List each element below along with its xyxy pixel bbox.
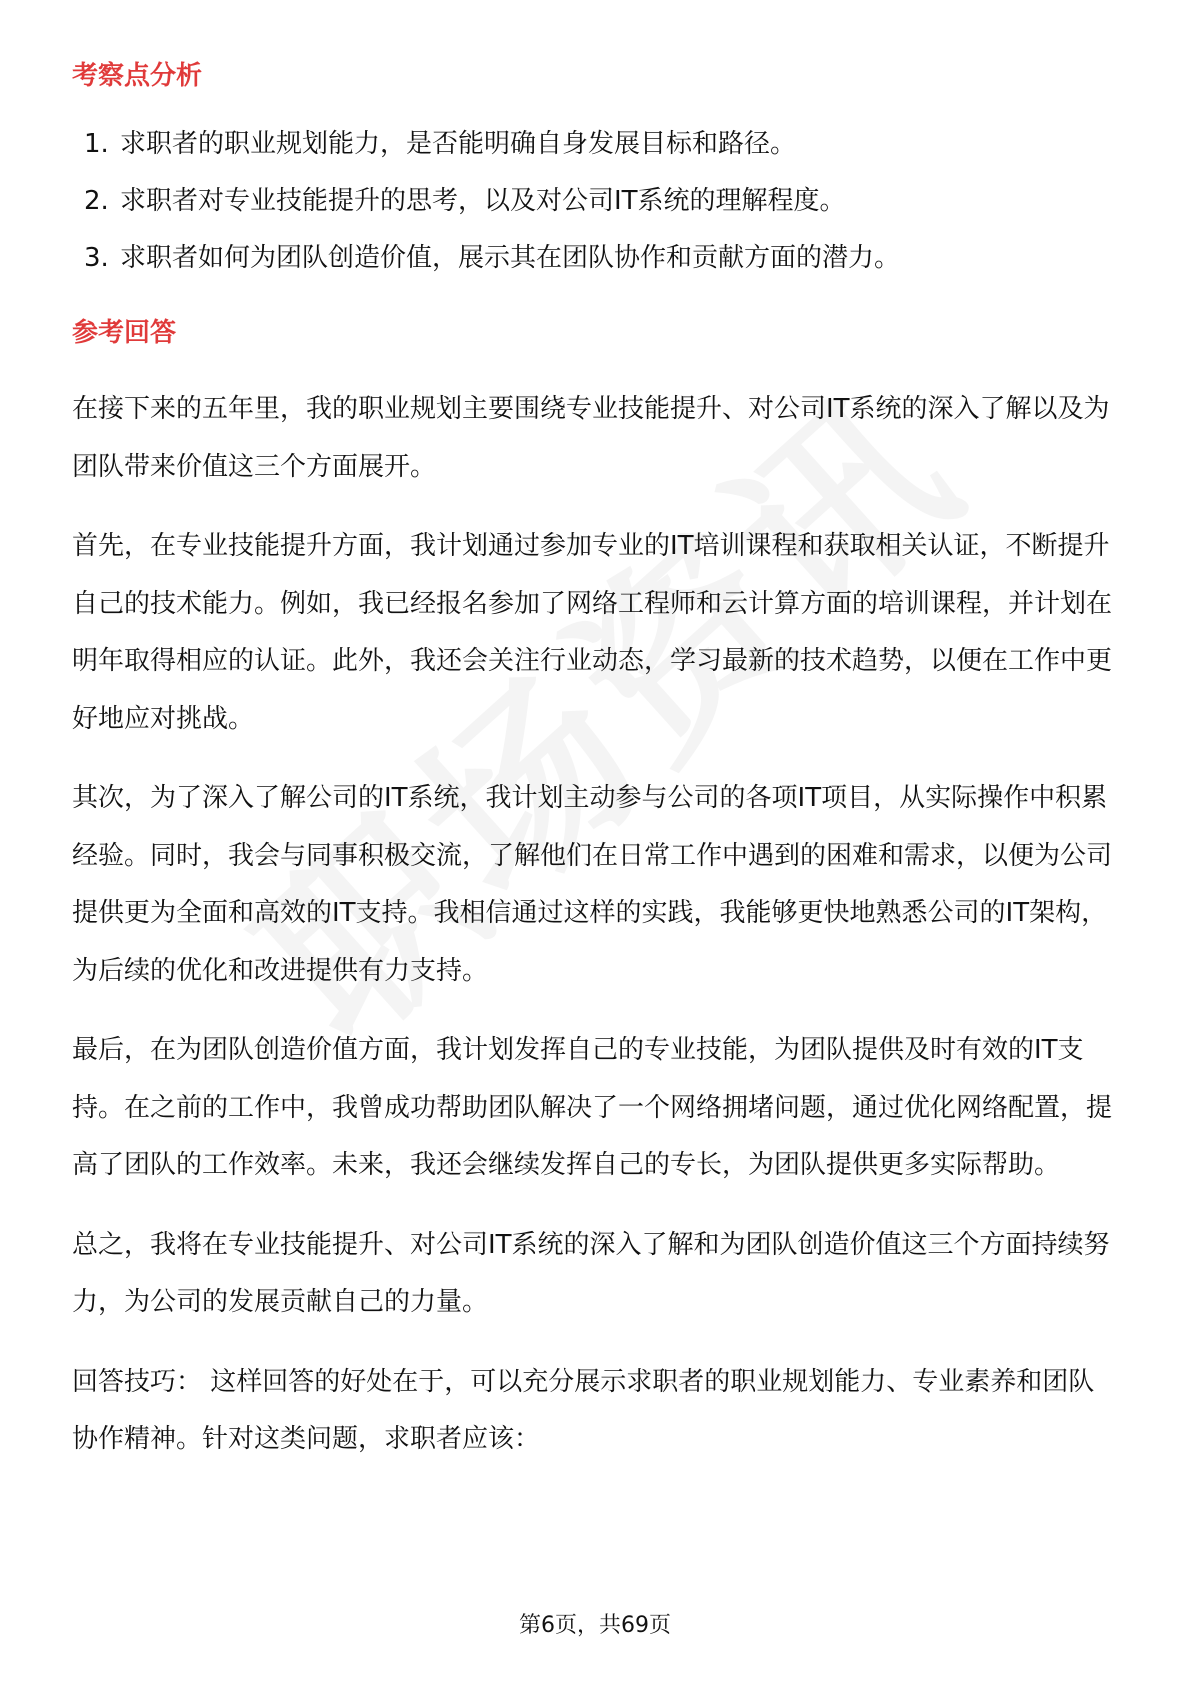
- list-item-number: 3.: [84, 243, 109, 273]
- list-item-number: 1.: [84, 129, 109, 159]
- analysis-list: [72, 116, 1118, 287]
- paragraph-summary: 总之，我将在专业技能提升、对公司IT系统的深入了解和为团队创造价值这三个方面持续努力，为公司的发展贡献自己的力量。: [72, 1229, 1110, 1317]
- list-item-number: 2.: [84, 186, 109, 216]
- paragraph-last: 最后，在为团队创造价值方面，我计划发挥自己的专业技能，为团队提供及时有效的IT支持。在之前的工作中，我曾成功帮助团队解决了一个网络拥堵问题，通过优化网络配置，提高了团队的工作效率。未来，我还会继续发挥自己的专长，为团队提供更多实际帮助。: [72, 1035, 1113, 1180]
- paragraph-first: 首先，在专业技能提升方面，我计划通过参加专业的IT培训课程和获取相关认证，不断提升自己的技术能力。例如，我已经报名参加了网络工程师和云计算方面的培训课程，并计划在明年取得相应的认证。此外，我还会关注行业动态，学习最新的技术趋势，以便在工作中更好地应对挑战。: [72, 531, 1113, 734]
- section-heading-reference-answer: 参考回答: [72, 318, 177, 348]
- page-number: 第6页，共69页: [519, 1613, 671, 1638]
- section-heading-analysis: 考察点分析: [72, 61, 203, 91]
- paragraph-intro: 在接下来的五年里，我的职业规划主要围绕专业技能提升、对公司IT系统的深入了解以及为团队带来价值这三个方面展开。: [72, 394, 1110, 482]
- list-item: [72, 173, 1118, 230]
- list-item: [72, 230, 1118, 287]
- paragraph-second: 其次，为了深入了解公司的IT系统，我计划主动参与公司的各项IT项目，从实际操作中积累经验。同时，我会与同事积极交流，了解他们在日常工作中遇到的困难和需求，以便为公司提供更为全面和高效的IT支持。我相信通过这样的实践，我能够更快地熟悉公司的IT架构，为后续的优化和改进提供有力支持。: [72, 783, 1113, 986]
- page-content: [72, 48, 1118, 1469]
- list-item-text: 求职者如何为团队创造价值，展示其在团队协作和贡献方面的潜力。: [120, 243, 901, 273]
- list-item: [72, 116, 1118, 173]
- list-item-text: 求职者对专业技能提升的思考，以及对公司IT系统的理解程度。: [120, 186, 846, 216]
- paragraph-tips: 回答技巧： 这样回答的好处在于，可以充分展示求职者的职业规划能力、专业素养和团队协作精神。针对这类问题，求职者应该：: [72, 1366, 1095, 1454]
- list-item-text: 求职者的职业规划能力，是否能明确自身发展目标和路径。: [120, 129, 797, 159]
